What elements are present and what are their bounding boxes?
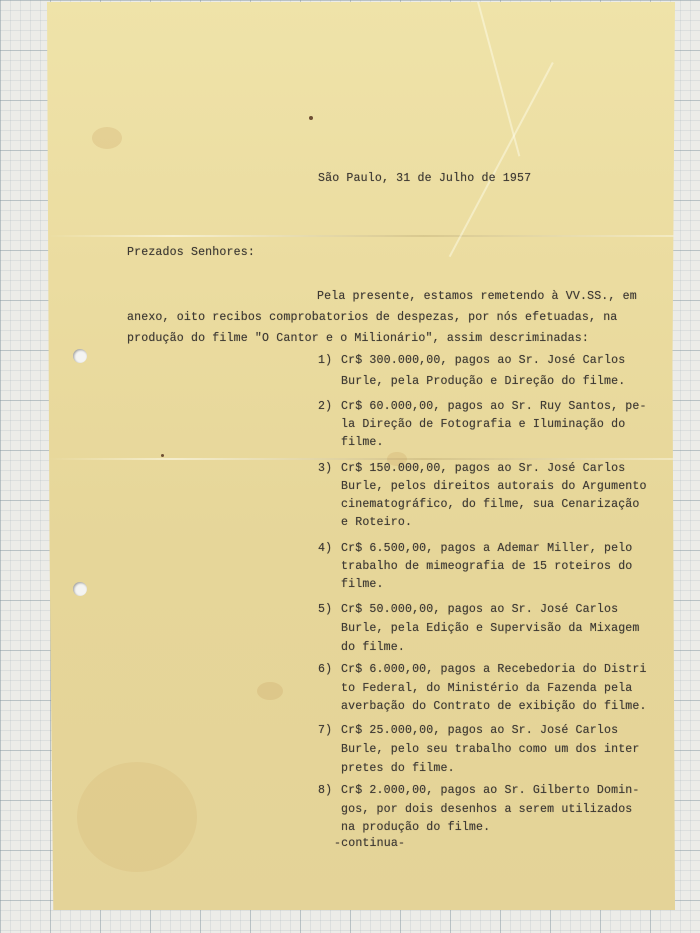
item-line: cinematográfico, do filme, sua Cenarização [341, 498, 640, 511]
item-number: 6) [318, 663, 333, 676]
item-line: Cr$ 2.000,00, pagos ao Sr. Gilberto Domin- [341, 784, 640, 797]
letter-date: São Paulo, 31 de Julho de 1957 [318, 172, 532, 185]
intro-line: anexo, oito recibos comprobatorios de despezas, por nós efetuadas, na [127, 311, 618, 324]
ink-dot [309, 116, 313, 120]
item-line: la Direção de Fotografia e Iluminação do [341, 418, 626, 431]
item-number: 4) [318, 542, 333, 555]
paper-stain [257, 682, 283, 700]
item-line: Cr$ 150.000,00, pagos ao Sr. José Carlos [341, 462, 626, 475]
item-line: Cr$ 6.000,00, pagos a Recebedoria do Distri [341, 663, 647, 676]
item-number: 5) [318, 603, 333, 616]
item-line: Burle, pela Produção e Direção do filme. [341, 375, 626, 388]
item-line: Burle, pelos direitos autorais do Argumento [341, 480, 647, 493]
item-line: Burle, pelo seu trabalho como um dos inter [341, 743, 640, 756]
letter-salutation: Prezados Senhores: [127, 246, 255, 259]
item-number: 7) [318, 724, 333, 737]
item-line: na produção do filme. [341, 821, 491, 834]
intro-line: produção do filme "O Cantor e o Milionário", assim descriminadas: [127, 332, 589, 345]
continuation-mark: -continua- [334, 837, 406, 850]
item-line: e Roteiro. [341, 516, 413, 529]
item-line: Cr$ 300.000,00, pagos ao Sr. José Carlos [341, 354, 626, 367]
item-line: pretes do filme. [341, 762, 455, 775]
item-line: gos, por dois desenhos a serem utilizados [341, 803, 633, 816]
fold-line [47, 235, 675, 237]
item-line: to Federal, do Ministério da Fazenda pela [341, 682, 633, 695]
item-line: filme. [341, 578, 384, 591]
item-line: trabalho de mimeografia de 15 roteiros do [341, 560, 633, 573]
item-number: 1) [318, 354, 333, 367]
item-line: Cr$ 60.000,00, pagos ao Sr. Ruy Santos, pe- [341, 400, 647, 413]
intro-line: Pela presente, estamos remetendo à VV.SS., em [317, 290, 637, 303]
paper-crease [477, 1, 520, 156]
punch-hole [73, 582, 87, 596]
fold-line [47, 458, 675, 460]
item-line: Burle, pela Edição e Supervisão da Mixagem [341, 622, 640, 635]
item-number: 2) [318, 400, 333, 413]
item-number: 3) [318, 462, 333, 475]
item-line: Cr$ 50.000,00, pagos ao Sr. José Carlos [341, 603, 619, 616]
item-line: Cr$ 6.500,00, pagos a Ademar Miller, pelo [341, 542, 633, 555]
item-line: filme. [341, 436, 384, 449]
paper-stain [77, 762, 197, 872]
item-line: averbação do Contrato de exibição do filme. [341, 700, 647, 713]
item-line: Cr$ 25.000,00, pagos ao Sr. José Carlos [341, 724, 619, 737]
item-number: 8) [318, 784, 333, 797]
ink-dot [161, 454, 164, 457]
paper-stain [92, 127, 122, 149]
punch-hole [73, 349, 87, 363]
item-line: do filme. [341, 641, 405, 654]
